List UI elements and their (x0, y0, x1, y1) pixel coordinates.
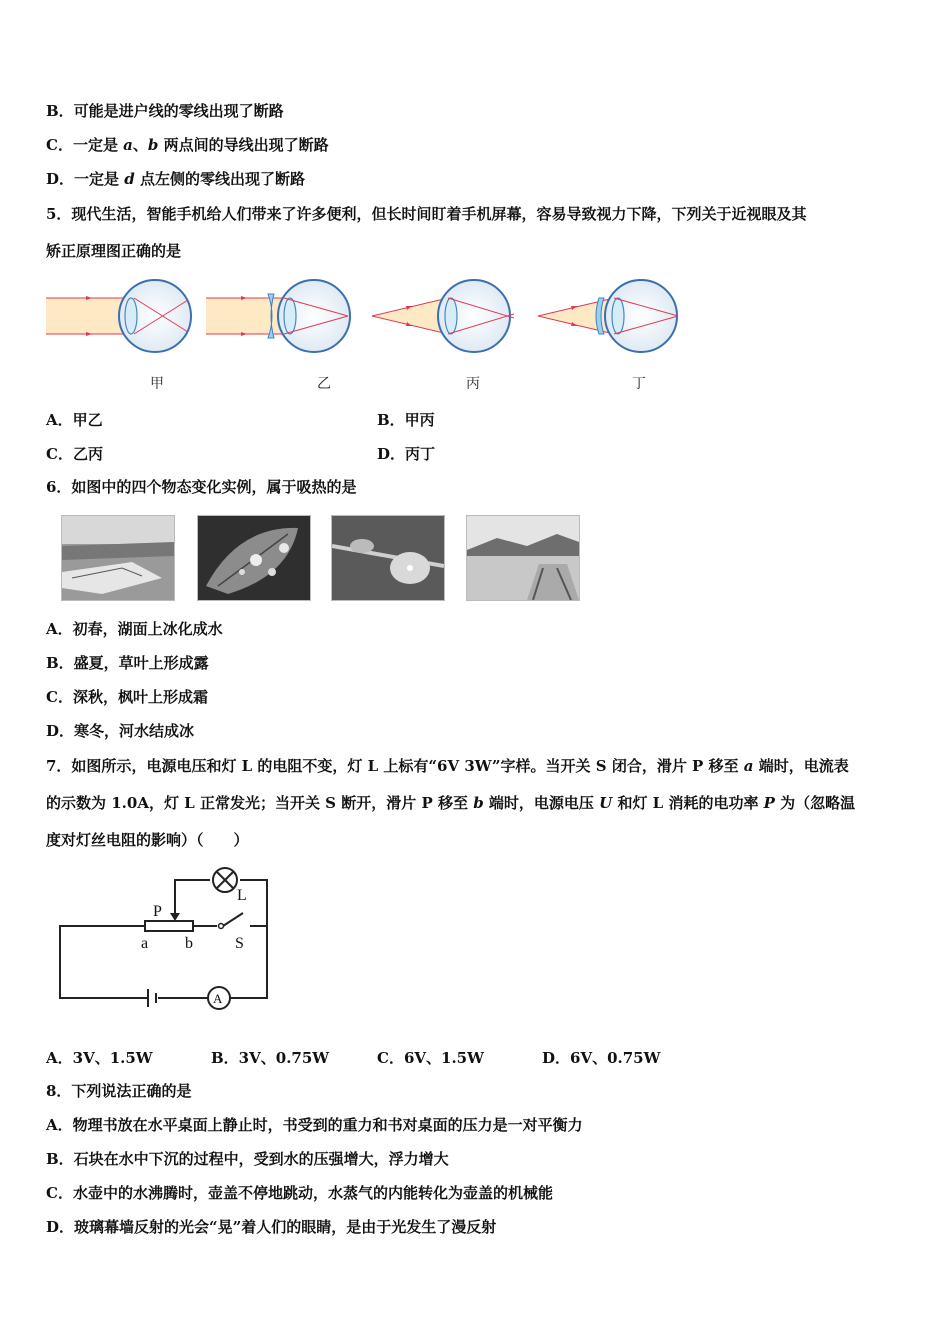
q5-option-b: B．甲丙 (377, 411, 435, 429)
q8-stem: 8．下列说法正确的是 (46, 1082, 192, 1100)
eye-diagrams (46, 276, 696, 362)
q4-option-b: B．可能是进户线的零线出现了断路 (46, 102, 284, 120)
q7-option-b: B．3V、0.75W (211, 1049, 330, 1067)
q5-stem-line1: 5．现代生活，智能手机给人们带来了许多便利，但长时间盯着手机屏幕，容易导致视力下降，下列关于近视眼及其 (46, 205, 807, 223)
q7-option-a: A．3V、1.5W (46, 1049, 153, 1067)
q7-line2-text-b: 端时，电源电压 (483, 794, 600, 812)
ammeter-label: A (213, 991, 223, 1006)
photo-frost-leaf (331, 515, 445, 601)
circuit-diagram (55, 865, 275, 1010)
q4-option-d (46, 169, 305, 189)
circuit-label-p: P (153, 903, 162, 920)
var-p: P (763, 794, 775, 812)
q7-stem-line3: 度对灯丝电阻的影响）（ ） (46, 831, 249, 849)
var-b: b (147, 136, 159, 154)
var-a: a (743, 757, 754, 775)
photo-dew-leaf (197, 515, 311, 601)
q5-option-a: A．甲乙 (46, 411, 103, 429)
q4-option-c-suffix: 两点间的导线出现了断路 (158, 136, 329, 154)
q7-stem-line1 (46, 756, 849, 776)
q7-line1-text-a: 7．如图所示，电源电压和灯 L 的电阻不变，灯 L 上标有“6V 3W”字样。当开关 S 闭合，滑片 P 移至 (46, 757, 744, 775)
q7-stem-line2 (46, 793, 855, 813)
q5-option-d: D．丙丁 (377, 445, 436, 463)
q7-line2-text-c: 和灯 L 消耗的电功率 (612, 794, 764, 812)
circuit-label-a: a (141, 935, 149, 952)
q4-option-c-prefix: C．一定是 (46, 136, 124, 154)
var-a: a (123, 136, 133, 154)
eye-diagram-bing (372, 280, 514, 352)
q4-option-c-sep: 、 (132, 136, 148, 154)
var-d: d (124, 170, 135, 188)
q6-option-a: A．初春，湖面上冰化成水 (46, 620, 223, 638)
q6-option-c: C．深秋，枫叶上形成霜 (46, 688, 208, 706)
eye-diagram-jia (46, 280, 191, 352)
q8-option-a: A．物理书放在水平桌面上静止时，书受到的重力和书对桌面的压力是一对平衡力 (46, 1116, 583, 1134)
q8-option-b: B．石块在水中下沉的过程中，受到水的压强增大，浮力增大 (46, 1150, 449, 1168)
q7-line2-text-a: 的示数为 1.0A，灯 L 正常发光；当开关 S 断开，滑片 P 移至 (46, 794, 474, 812)
q6-stem: 6．如图中的四个物态变化实例，属于吸热的是 (46, 478, 357, 496)
q4-option-c (46, 135, 329, 155)
q7-line2-text-d: 为（忽略温 (774, 794, 856, 812)
photo-frozen-river (466, 515, 580, 601)
var-b: b (473, 794, 484, 812)
q7-line1-text-b: 端时，电流表 (753, 757, 849, 775)
q6-option-b: B．盛夏，草叶上形成露 (46, 654, 209, 672)
q5-stem-line2: 矫正原理图正确的是 (46, 242, 182, 260)
q4-option-d-suffix: 点左侧的零线出现了断路 (134, 170, 305, 188)
circuit-label-l: L (237, 887, 247, 904)
circuit-label-b: b (185, 935, 193, 952)
q4-option-d-prefix: D．一定是 (46, 170, 125, 188)
q5-option-c: C．乙丙 (46, 445, 103, 463)
caption-ding: 丁 (632, 376, 646, 392)
eye-diagram-ding (538, 280, 678, 352)
q8-option-d: D．玻璃幕墙反射的光会“晃”着人们的眼睛，是由于光发生了漫反射 (46, 1218, 497, 1236)
q7-option-d: D．6V、0.75W (542, 1049, 661, 1067)
caption-jia: 甲 (150, 376, 164, 392)
q8-option-c: C．水壶中的水沸腾时，壶盖不停地跳动，水蒸气的内能转化为壶盖的机械能 (46, 1184, 553, 1202)
photo-melting-ice (61, 515, 175, 601)
caption-yi: 乙 (317, 376, 331, 392)
var-u: U (599, 794, 613, 812)
q6-option-d: D．寒冬，河水结成冰 (46, 722, 195, 740)
circuit-label-s: S (235, 935, 244, 952)
eye-diagram-yi (206, 280, 350, 352)
q7-option-c: C．6V、1.5W (377, 1049, 484, 1067)
caption-bing: 丙 (466, 376, 480, 392)
